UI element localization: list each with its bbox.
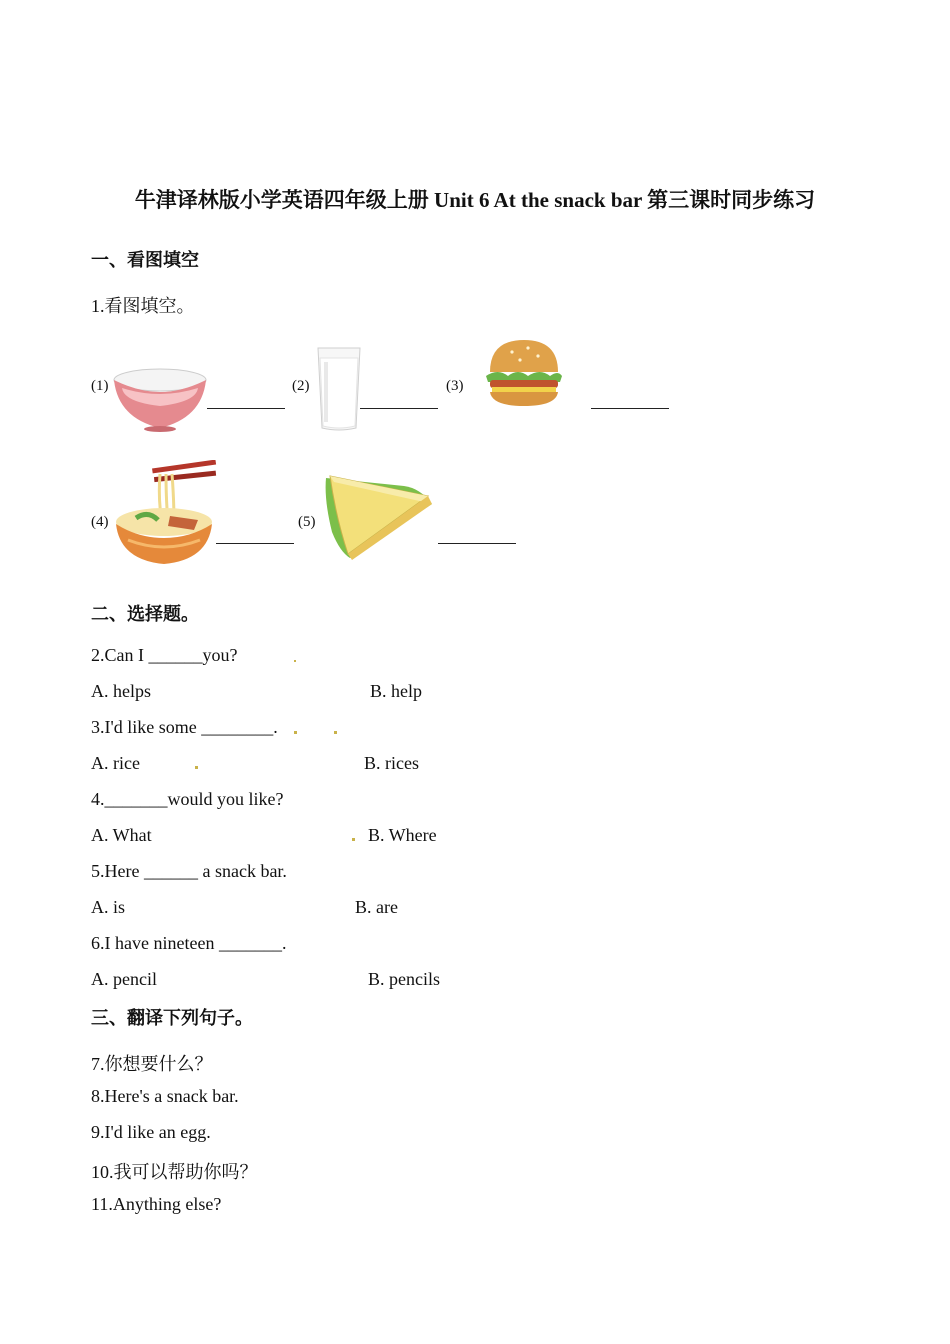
artifact-dot xyxy=(352,838,355,841)
question-2-option-b[interactable]: B. help xyxy=(370,681,422,701)
answer-blank-3[interactable] xyxy=(591,396,669,414)
question-10: 10.我可以帮助你吗？ xyxy=(91,1162,258,1182)
question-4-option-a[interactable]: A. What xyxy=(91,825,152,845)
answer-blank-2[interactable] xyxy=(360,396,438,414)
rice-bowl-icon xyxy=(112,366,208,432)
question-2-option-a[interactable]: A. helps xyxy=(91,681,151,701)
question-8: 8.Here's a snack bar. xyxy=(91,1086,239,1106)
question-6-option-b[interactable]: B. pencils xyxy=(368,969,440,989)
section-1-heading: 一、看图填空 xyxy=(91,250,199,270)
question-11: 11.Anything else? xyxy=(91,1194,222,1214)
milk-glass-icon xyxy=(316,344,362,432)
hamburger-icon xyxy=(484,338,564,410)
sandwich-icon xyxy=(320,470,438,564)
noodles-bowl-icon xyxy=(114,460,218,568)
artifact-dot xyxy=(294,660,296,662)
item-number-5: (5) xyxy=(298,514,316,530)
item-number-4: (4) xyxy=(91,514,109,530)
question-5-option-a[interactable]: A. is xyxy=(91,897,126,917)
answer-blank-1[interactable] xyxy=(207,396,285,414)
answer-blank-5[interactable] xyxy=(438,531,516,549)
question-3-option-a[interactable]: A. rice xyxy=(91,753,140,773)
item-number-3: (3) xyxy=(446,378,464,394)
question-3: 3.I'd like some ________. xyxy=(91,717,278,737)
section-2-heading: 二、选择题。 xyxy=(91,604,199,624)
question-5-option-b[interactable]: B. are xyxy=(355,897,398,917)
question-4: 4._______would you like? xyxy=(91,789,284,809)
section-3-heading: 三、翻译下列句子。 xyxy=(91,1008,253,1028)
artifact-dot xyxy=(195,766,198,769)
item-number-2: (2) xyxy=(292,378,310,394)
question-4-option-b[interactable]: B. Where xyxy=(368,825,437,845)
page-title: 牛津译林版小学英语四年级上册 Unit 6 At the snack bar 第三课时同步练习 xyxy=(134,188,816,212)
item-number-1: (1) xyxy=(91,378,109,394)
question-5: 5.Here ______ a snack bar. xyxy=(91,861,287,881)
artifact-dot xyxy=(334,731,337,734)
answer-blank-4[interactable] xyxy=(216,531,294,549)
question-6: 6.I have nineteen _______. xyxy=(91,933,287,953)
question-6-option-a[interactable]: A. pencil xyxy=(91,969,157,989)
question-1: 1.看图填空。 xyxy=(91,296,195,316)
question-2: 2.Can I ______you? xyxy=(91,645,238,665)
question-7: 7.你想要什么？ xyxy=(91,1054,213,1074)
question-3-option-b[interactable]: B. rices xyxy=(364,753,419,773)
question-9: 9.I'd like an egg. xyxy=(91,1122,211,1142)
artifact-dot xyxy=(294,731,297,734)
